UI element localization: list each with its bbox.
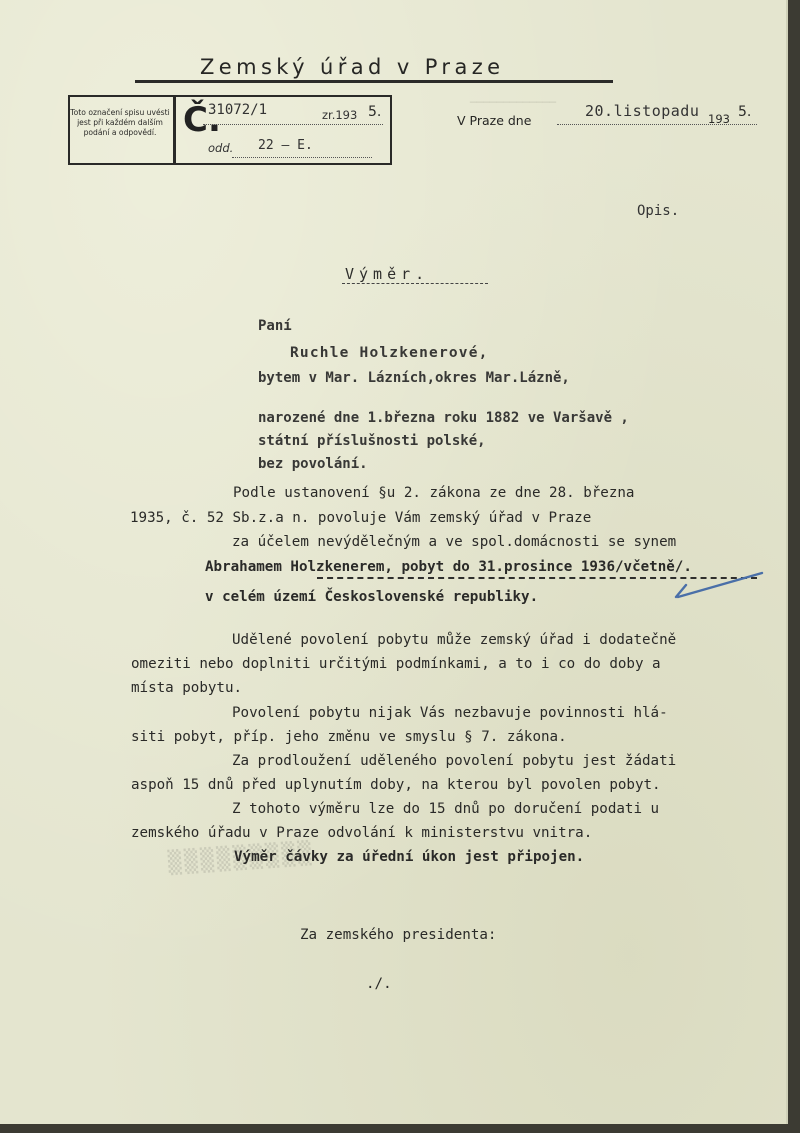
document-title: Výměr. xyxy=(345,265,430,283)
faded-stamp: ▒▒▒▒▒▒▒▒▒ xyxy=(167,840,315,877)
paragraph-line: Za prodloužení uděleného povolení pobytu jest žádati xyxy=(232,753,677,769)
heading-underline xyxy=(135,80,613,83)
year-prefix: 193 xyxy=(708,112,730,126)
body-line: Abrahamem Holzkenerem, pobyt do 31.prosince 1936/včetně/. xyxy=(205,559,692,575)
reference-prefix: Č. xyxy=(183,100,221,140)
paragraph-line: Udělené povolení pobytu může zemský úřad i dodatečně xyxy=(232,632,677,648)
zr-label: zr.193 xyxy=(322,108,358,122)
paragraph-line: Výměr čávky za úřední úkon jest připojen. xyxy=(234,849,585,865)
zr-year: 5. xyxy=(368,104,382,120)
box-divider xyxy=(173,96,176,164)
paragraph-line: zemského úřadu v Praze odvolání k ministerstvu vnitra. xyxy=(131,825,593,841)
body-line: v celém území Československé republiky. xyxy=(205,589,539,605)
copy-mark: Opis. xyxy=(637,203,680,219)
closing-line: Za zemského presidenta: xyxy=(300,927,497,943)
reference-dotted-line xyxy=(203,124,383,125)
body-line: Podle ustanovení §u 2. zákona ze dne 28. března xyxy=(233,485,635,501)
department-value: 22 – E. xyxy=(258,138,313,153)
paragraph-line: aspoň 15 dnů před uplynutím doby, na kterou byl povolen pobyt. xyxy=(131,777,661,793)
body-line: 1935, č. 52 Sb.z.a n. povoluje Vám zemský úřad v Praze xyxy=(130,510,592,526)
paragraph-line: Z tohoto výměru lze do 15 dnů po doručení podati u xyxy=(232,801,660,817)
addressee-name: Ruchle Holzkenerové, xyxy=(290,345,489,361)
filing-note: Toto označení spisu uvésti jest při každém dalším podání a odpovědí. xyxy=(70,108,170,138)
title-underline xyxy=(342,283,488,284)
blue-pencil-mark xyxy=(672,563,767,603)
paragraph-line: místa pobytu. xyxy=(131,680,243,696)
date-value: 20.listopadu xyxy=(585,102,700,120)
bleed-through-text: ───────────── xyxy=(470,96,557,109)
reference-number: 31072/1 xyxy=(208,102,268,118)
body-line: za účelem nevýdělečným a ve spol.domácnosti se synem xyxy=(232,534,677,550)
addressee-residence: bytem v Mar. Lázních,okres Mar.Lázně, xyxy=(258,370,570,386)
paragraph-line: siti pobyt, příp. jeho změnu ve smyslu § 7. zákona. xyxy=(131,729,567,745)
signature-mark: ./. xyxy=(366,976,392,992)
place-label: V Praze dne xyxy=(457,113,532,128)
paragraph-line: Povolení pobytu nijak Vás nezbavuje povinnosti hlá- xyxy=(232,705,668,721)
paragraph-line: omeziti nebo doplniti určitými podmínkami, a to i co do doby a xyxy=(131,656,661,672)
addressee-born: narozené dne 1.března roku 1882 ve Varšavě , xyxy=(258,410,629,426)
department-label: odd. xyxy=(208,141,234,155)
office-heading: Zemský úřad v Praze xyxy=(200,55,505,79)
salutation: Paní xyxy=(258,318,292,334)
department-dotted-line xyxy=(232,157,372,158)
addressee-occupation: bez povolání. xyxy=(258,456,368,472)
addressee-citizenship: státní příslušnosti polské, xyxy=(258,433,486,449)
year-digit: 5. xyxy=(738,104,752,120)
